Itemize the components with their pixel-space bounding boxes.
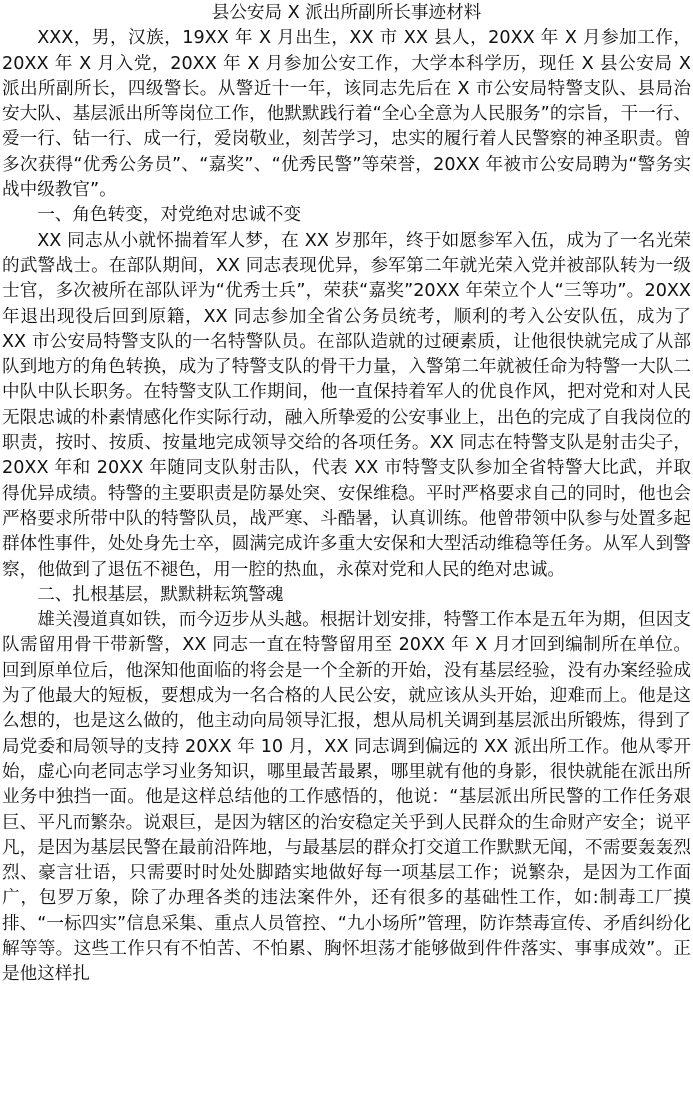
section-2-paragraph: 雄关漫道真如铁，而今迈步从头越。根据计划安排，特警工作本是五年为期，但因支队需留用骨干带新警，XX 同志一直在特警留用至 20XX 年 X 月才回到编制所在单位。回到原单位后，他深知他面临的将会是一个全新的开始，没有基层经验，没有办案经验成为了他最大的短板，要想成为一名合格的人民公安，就应该从头开始，迎难而上。他是这么想的，也是这么做的，他主动向局领导汇报，想从局机关调到基层派出所锻炼，得到了局党委和局领导的支持 20XX 年 10 月，XX 同志调到偏远的 XX 派出所工作。他从零开始，虚心向老同志学习业务知识，哪里最苦最累，哪里就有他的身影，很快就能在派出所业务中独挡一面。他是这样总结他的工作感悟的，他说：“基层派出所民警的工作任务艰巨、平凡而繁杂。说艰巨，是因为辖区的治安稳定关乎到人民群众的生命财产安全；说平凡，是因为基层民警在最前沿阵地，与最基层的群众打交道工作默默无闻，不需要轰轰烈烈、豪言壮语，只需要时时处处脚踏实地做好每一项基层工作；说繁杂，是因为工作面广，包罗万象，除了办理各类的违法案件外，还有很多的基础性工作，如:制毒工厂摸排、“一标四实”信息采集、重点人员管控、“九小场所”管理，防诈禁毒宣传、矛盾纠纷化解等等。这些工作只有不怕苦、不怕累、胸怀坦荡才能够做到件件落实、事事成效”。正是他这样扎 bbox=[2, 610, 691, 985]
document-title: 县公安局 X 派出所副所长事迹材料 bbox=[211, 3, 482, 23]
section-heading-2: 二、扎根基层，默默耕耘筑警魂 bbox=[37, 584, 284, 605]
section-heading-1: 一、角色转变，对党绝对忠诚不变 bbox=[37, 205, 302, 226]
section-1-paragraph: XX 同志从小就怀揣着军人梦，在 XX 岁那年，终于如愿参军入伍，成为了一名光荣的武警战士。在部队期间，XX 同志表现优异，参军第二年就光荣入党并被部队转为一级士官，多次被所在部队评为“优秀士兵”，荣获“嘉奖”20XX 年荣立个人“三等功”。20XX 年退出现役后回到原籍，XX 同志参加全省公务员统考，顺利的考入公安队伍，成为了 XX 市公安局特警支队的一名特警队员。在部队造就的过硬素质，让他很快就完成了从部队到地方的角色转换，成为了特警支队的骨干力量，入警第二年就被任命为特警一大队二中队中队长职务。在特警支队工作期间，他一直保持着军人的优良作风，把对党和对人民无限忠诚的朴素情感化作实际行动，融入所挚爱的公安事业上，出色的完成了自我岗位的职责，按时、按质、按量地完成领导交给的各项任务。XX 同志在特警支队是射击尖子，20XX 年和 20XX 年随同支队射击队，代表 XX 市特警支队参加全省特警大比武，并取得优异成绩。特警的主要职责是防暴处突、安保维稳。平时严格要求自己的同时，他也会严格要求所带中队的特警队员，战严寒、斗酷暑，认真训练。他曾带领中队参与处置多起群体性事件，处处身先士卒，圆满完成许多重大安保和大型活动维稳等任务。从军人到警察，他做到了退伍不褪色，用一腔的热血，永葆对党和人民的绝对忠诚。 bbox=[2, 230, 691, 580]
intro-paragraph: XXX，男，汉族，19XX 年 X 月出生，XX 市 XX 县人，20XX 年 X 月参加工作，20XX 年 X 月入党，20XX 年 X 月参加公安工作，大学本科学历，现任 X 县公安局 X 派出所副所长，四级警长。从警近十一年，该同志先后在 X 市公安局特警支队、县局治安大队、基层派出所等岗位工作，他默默践行着“全心全意为人民服务”的宗旨，干一行、爱一行、钻一行、成一行，爱岗敬业，刻苦学习，忠实的履行着人民警察的神圣职责。曾多次获得“优秀公务员”、“嘉奖”、“优秀民警”等荣誉，20XX 年被市公安局聘为“警务实战中级教官”。 bbox=[2, 28, 691, 201]
